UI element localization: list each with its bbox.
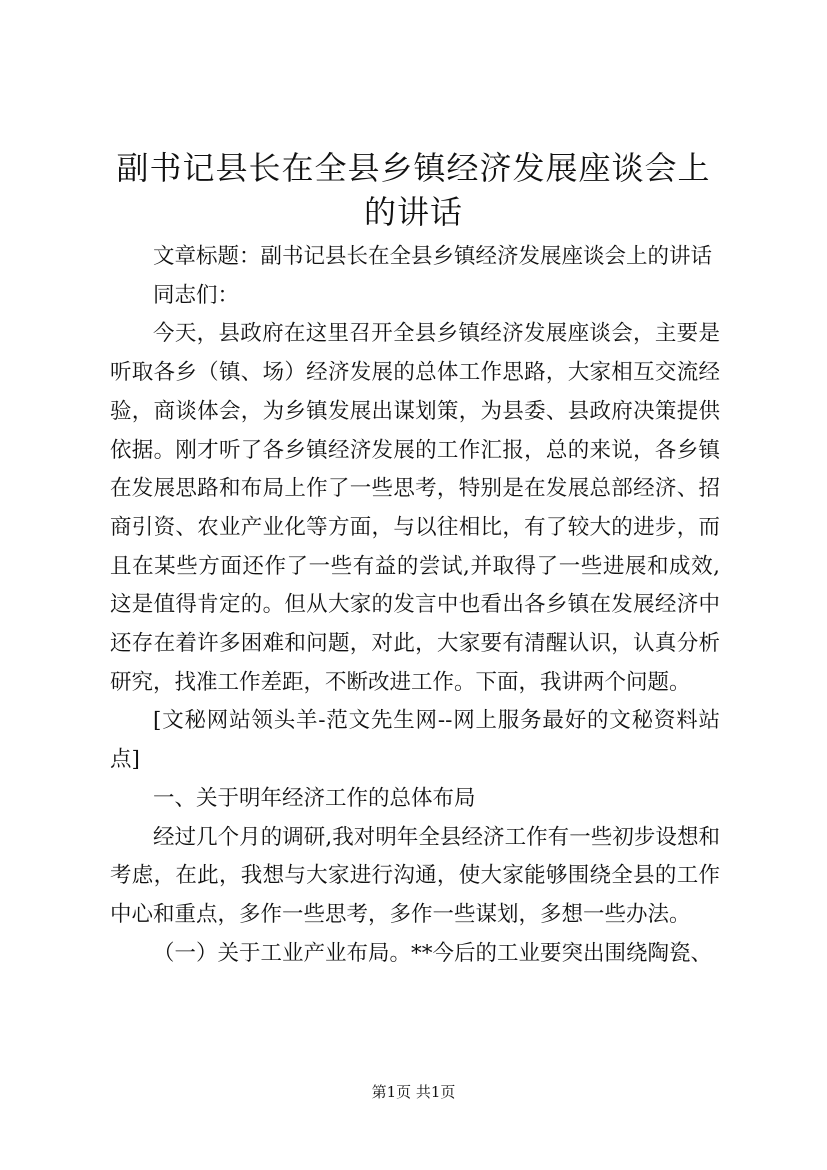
body-paragraph: 今天，县政府在这里召开全县乡镇经济发展座谈会，主要是听取各乡（镇、场）经济发展的总体工作思路，大家相互交流经验，商谈体会，为乡镇发展出谋划策，为县委、县政府决策提供依据。刚才听了各乡镇经济发展的工作汇报，总的来说，各乡镇在发展思路和布局上作了一些思考，特别是在发展总部经济、招商引资、农业产业化等方面，与以往相比，有了较大的进步，而且在某些方面还作了一些有益的尝试,并取得了一些进展和成效,这是值得肯定的。但从大家的发言中也看出各乡镇在发展经济中还存在着许多困难和问题，对此，大家要有清醒认识，认真分析研究，找准工作差距，不断改进工作。下面，我讲两个问题。 [110, 321, 720, 695]
body-paragraph: 经过几个月的调研,我对明年全县经济工作有一些初步设想和考虑，在此，我想与大家进行沟通，使大家能够围绕全县的工作中心和重点，多作一些思考，多作一些谋划，多想一些办法。 [110, 824, 720, 927]
section-heading: 一、关于明年经济工作的总体布局 [153, 785, 476, 811]
document-body [110, 238, 720, 973]
site-note-paragraph: [文秘网站领头羊-范文先生网--网上服务最好的文秘资料站点] [110, 708, 720, 773]
salutation-paragraph: 同志们： [153, 282, 240, 308]
body-paragraph: （一）关于工业产业布局。**今后的工业要突出围绕陶瓷、 [153, 940, 713, 966]
page-number: 第1页 共1页 [371, 1083, 456, 1101]
document-title: 副书记县长在全县乡镇经济发展座谈会上的讲话 [116, 149, 711, 231]
article-title-paragraph: 文章标题：副书记县长在全县乡镇经济发展座谈会上的讲话 [153, 244, 713, 269]
